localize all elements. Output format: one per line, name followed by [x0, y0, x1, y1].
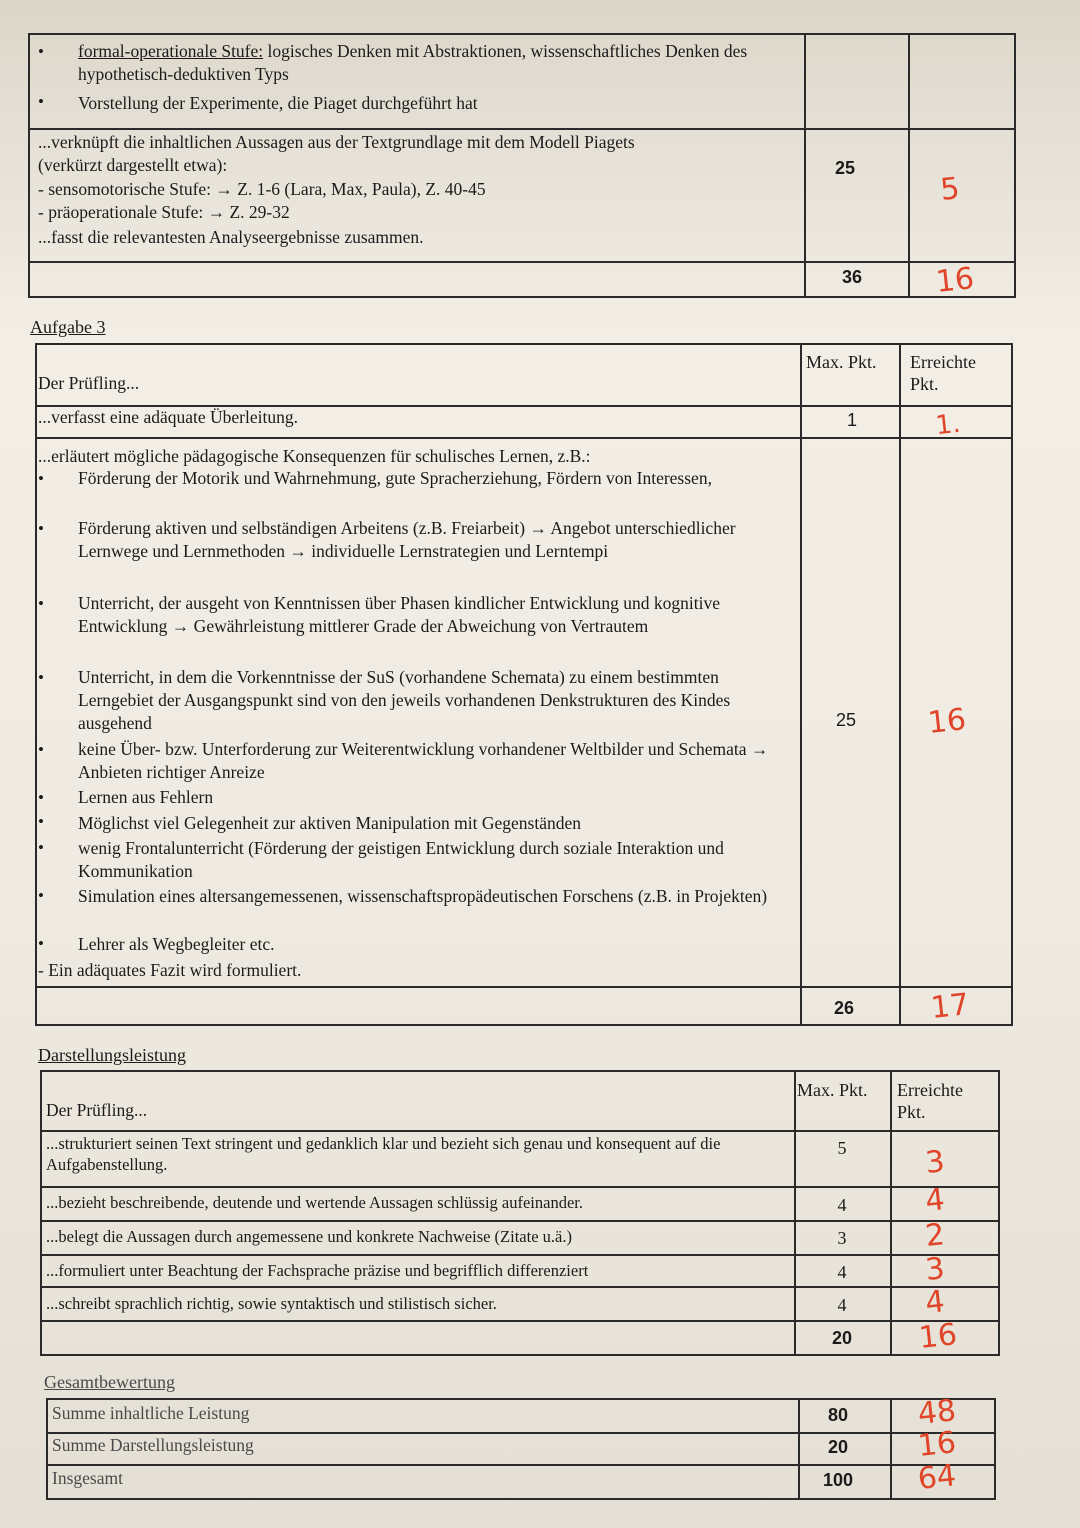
task3-transition-max: 1 [846, 410, 857, 430]
bullet: • [38, 838, 44, 857]
presentation-total-max: 20 [831, 1328, 853, 1348]
task2-bullet-formal: formal-operationale Stufe: logisches Denken mit Abstraktionen, wissenschaftliches Denken des hypothetisch-deduktiven Typs [78, 41, 748, 84]
presentation-row-5-text: ...schreibt sprachlich richtig, sowie syntaktisch und stilistisch sicher. [46, 1294, 497, 1313]
task3-explains: ...erläutert mögliche pädagogische Konsequenzen für schulisches Lernen, z.B.: [38, 446, 591, 466]
task3-bullet-9: Simulation eines altersangemessenen, wissenschaftspropädeutischen Forschens (z.B. in Projekten) [78, 886, 768, 906]
overall-row-1-achieved: 48 [916, 1393, 958, 1432]
presentation-row-2-achieved: 4 [923, 1182, 947, 1219]
task3-bullet-5: keine Über- bzw. Unterforderung zur Weiterentwicklung vorhandener Weltbilder und Schemata → Anbieten richtiger Anreize [78, 739, 769, 782]
task2-bullet-experiments: Vorstellung der Experimente, die Piaget durchgeführt hat [78, 93, 478, 113]
overall-row-1-label: Summe inhaltliche Leistung [52, 1403, 250, 1423]
task2-total-achieved: 16 [934, 261, 976, 300]
presentation-row-3-max: 3 [837, 1228, 847, 1248]
task3-bullet-6: Lernen aus Fehlern [78, 787, 214, 807]
presentation-row-3-text: ...belegt die Aussagen durch angemessene und konkrete Nachweise (Zitate u.ä.) [46, 1227, 572, 1246]
presentation-row-2-max: 4 [837, 1195, 847, 1215]
task3-bullet-2: Förderung aktiven und selbständigen Arbeitens (z.B. Freiarbeit) → Angebot unterschiedlicher Lernwege und Lernmethoden → individuelle Lernstrategien und Lerntempi [78, 518, 736, 561]
presentation-row-4-achieved: 3 [923, 1251, 947, 1288]
presentation-row-5-max: 4 [837, 1295, 847, 1315]
task2-total-max: 36 [841, 267, 863, 287]
task3-bullet-3: Unterricht, der ausgeht von Kenntnissen über Phasen kindlicher Entwicklung und kognitive Entwicklung → Gewährleistung mittlerer Grade der Abweichung von Vertrautem [78, 593, 721, 636]
presentation-row-4-max: 4 [837, 1262, 847, 1282]
presentation-row-1-max: 5 [837, 1138, 847, 1158]
task2-achieved-points: 5 [938, 171, 962, 208]
presentation-row-5-achieved: 4 [923, 1284, 947, 1321]
overall-row-2-max: 20 [827, 1437, 849, 1457]
presentation-row-2-text: ...bezieht beschreibende, deutende und wertende Aussagen schlüssig aufeinander. [46, 1193, 583, 1212]
overall-row-3-achieved: 64 [916, 1458, 958, 1497]
task3-col-max-header: Max. Pkt. [806, 352, 877, 372]
overall-row-2-achieved: 16 [916, 1425, 958, 1464]
bullet: • [38, 788, 44, 807]
task2-link-line-3: - sensomotorische Stufe: → Z. 1-6 (Lara, Max, Paula), Z. 40-45 [38, 179, 486, 199]
bullet: • [38, 519, 44, 538]
task2-link-line-5: ...fasst die relevantesten Analyseergebnisse zusammen. [38, 227, 424, 247]
task3-total-achieved: 17 [929, 987, 971, 1026]
task3-col-achieved-header: Erreichte Pkt. [910, 352, 976, 394]
presentation-row-4-text: ...formuliert unter Beachtung der Fachsprache präzise und begrifflich differenziert [46, 1261, 589, 1280]
presentation-row-3-achieved: 2 [923, 1217, 947, 1254]
task3-bullet-8: wenig Frontalunterricht (Förderung der geistigen Entwicklung durch soziale Interaktion und Kommunikation [78, 838, 724, 881]
task3-total-max: 26 [833, 998, 855, 1018]
task3-title: Aufgabe 3 [30, 317, 106, 337]
presentation-row-1-text: ...strukturiert seinen Text stringent und gedanklich klar und bezieht sich genau und konsequent auf die Aufgabenstellung. [46, 1134, 721, 1174]
presentation-intro: Der Prüfling... [46, 1100, 148, 1120]
bullet: • [38, 668, 44, 687]
task2-link-line-2: (verkürzt dargestellt etwa): [38, 155, 228, 175]
task3-transition-achieved: 1. [934, 408, 962, 442]
bullet: • [38, 812, 44, 831]
bullet: • [38, 92, 44, 111]
task3-conclusion: - Ein adäquates Fazit wird formuliert. [38, 960, 302, 980]
task3-content-max: 25 [835, 710, 857, 730]
presentation-col-max-header: Max. Pkt. [797, 1080, 868, 1100]
presentation-row-1-achieved: 3 [923, 1144, 947, 1181]
overall-row-2-label: Summe Darstellungsleistung [52, 1435, 254, 1455]
task2-max-points: 25 [834, 158, 856, 178]
presentation-total-achieved: 16 [917, 1317, 959, 1356]
overall-row-3-label: Insgesamt [52, 1468, 123, 1488]
task3-intro: Der Prüfling... [38, 373, 140, 393]
presentation-col-achieved-header: Erreichte Pkt. [897, 1080, 963, 1122]
bullet: • [38, 594, 44, 613]
task3-bullet-1: Förderung der Motorik und Wahrnehmung, gute Spracherziehung, Fördern von Interessen, [78, 468, 712, 488]
bullet: • [38, 469, 44, 488]
overall-row-1-max: 80 [827, 1405, 849, 1425]
task2-link-line-4: - präoperationale Stufe: → Z. 29-32 [38, 202, 290, 222]
task3-bullet-10: Lehrer als Wegbegleiter etc. [78, 934, 275, 954]
bullet: • [38, 934, 44, 953]
task3-content-achieved: 16 [926, 702, 968, 741]
task3-bullet-7: Möglichst viel Gelegenheit zur aktiven Manipulation mit Gegenständen [78, 813, 581, 833]
overall-title: Gesamtbewertung [44, 1372, 175, 1392]
task2-link-line-1: ...verknüpft die inhaltlichen Aussagen aus der Textgrundlage mit dem Modell Piagets [38, 132, 635, 152]
overall-row-3-max: 100 [822, 1470, 854, 1490]
task3-transition: ...verfasst eine adäquate Überleitung. [38, 407, 298, 427]
bullet: • [38, 740, 44, 759]
bullet: • [38, 886, 44, 905]
presentation-title: Darstellungsleistung [38, 1045, 186, 1065]
bullet: • [38, 42, 44, 61]
task3-bullet-4: Unterricht, in dem die Vorkenntnisse der SuS (vorhandene Schemata) zu einem bestimmten Lerngebiet der Ausgangspunkt sind von den jeweils vorhandenen Denkstrukturen des Kindes ausgehend [78, 667, 731, 733]
